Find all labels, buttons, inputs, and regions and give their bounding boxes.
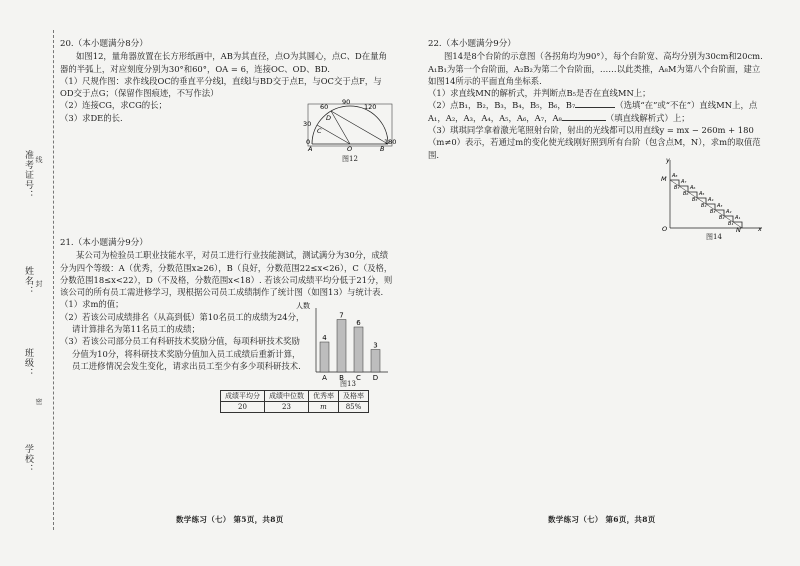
q21-heading: 21.（本小题满分9分）	[60, 238, 148, 248]
sep-xian: 线	[35, 156, 43, 163]
fig12-point-c: C	[317, 127, 322, 135]
bar-b	[337, 320, 346, 373]
table-header-cell: 成绩平均分	[221, 391, 265, 402]
footer-right: 数学练习（七） 第6页，共8页	[548, 515, 656, 524]
bar-category-label-d: D	[372, 374, 379, 382]
footer-left: 数学练习（七） 第5页，共8页	[176, 515, 284, 524]
fig14-caption: 图14	[706, 233, 722, 241]
question-22	[428, 38, 766, 161]
fig14-label-b1: B₁	[728, 221, 734, 227]
q22-body: 图14是8个台阶的示意图（各拐角均为90°），每个台阶宽、高均分别为30cm和20cm. A₁B₁为第一个台阶面，A₂B₂为第二个台阶面，……以此类推，A₈M为第八个台阶面，建立如图14所示的平面直角坐标系.	[428, 51, 763, 86]
sep-feng: 封	[35, 280, 43, 287]
fig14-point-m: M	[661, 175, 667, 183]
q22-part2a: （2）点B₁，B₂，B₃，B₄，B₅，B₆，B₇	[428, 100, 576, 111]
q21-part1: （1）求m的值；	[60, 299, 124, 310]
fig14-axis-y: y	[666, 156, 670, 164]
fig12-caption: 图12	[342, 155, 358, 163]
fig14-label-a4: A₄	[708, 197, 714, 203]
xingming-label: 姓名：	[23, 266, 33, 296]
fig14-label-a8: A₈	[672, 173, 678, 179]
bar-c	[354, 327, 363, 372]
bar-value-label-c: 6	[356, 319, 361, 327]
sep-mi: 密	[35, 398, 43, 405]
fig14-point-o: O	[662, 225, 668, 233]
fig12-label-0: 0	[306, 138, 311, 146]
fig12-label-120: 120	[364, 103, 377, 111]
fig12-label-30: 30	[303, 120, 312, 128]
table-cell: 23	[265, 402, 309, 413]
table-row	[221, 391, 369, 402]
q22-part2b: （选填“在”或“不在”）直线MN上，点A₁，A₂，A₃，A₄，A₅，A₆，A₇，A₈	[428, 100, 758, 123]
q20-part2: （2）连接CG，求CG的长；	[60, 100, 167, 111]
table-header-cell: 成绩中位数	[265, 391, 309, 402]
banji-label: 班级：	[23, 348, 33, 378]
figure-12-protractor	[302, 98, 398, 152]
q22-blank-1[interactable]	[575, 99, 615, 108]
q21-part2: （2）若该公司成绩排名（从高到低）第10名员工的成绩为24分，请计算排名为第11名员工的成绩；	[60, 311, 305, 335]
q21-stats-table	[220, 390, 369, 413]
kaohao-label: 准考证号：	[23, 150, 33, 200]
bar-a	[320, 342, 329, 372]
fig14-label-b6: B₆	[683, 191, 689, 197]
fig14-label-a7: A₇	[681, 179, 687, 185]
xuexiao-label: 学校：	[23, 444, 33, 474]
fig12-label-180: 180	[384, 138, 397, 146]
table-cell: m	[309, 402, 339, 413]
bar-category-label-b: B	[339, 374, 344, 382]
fig14-label-b2: B₂	[719, 215, 725, 221]
fig12-point-a: A	[308, 145, 313, 153]
figure-13-bar-chart	[296, 302, 392, 382]
fig12-point-o: O	[347, 145, 353, 153]
fig12-point-d: D	[326, 114, 332, 122]
q22-blank-2[interactable]	[562, 112, 606, 121]
fig14-label-b5: B₅	[692, 197, 698, 203]
fig14-axis-x: x	[758, 225, 762, 233]
fig14-label-a2: A₂	[726, 209, 732, 215]
table-row	[221, 402, 369, 413]
fig14-label-b3: B₃	[710, 209, 716, 215]
bar-value-label-a: 4	[322, 334, 327, 342]
bar-value-label-b: 7	[339, 311, 344, 320]
fig12-label-90: 90	[342, 98, 351, 106]
fig14-label-a3: A₃	[717, 203, 723, 209]
fig14-label-b4: B₄	[701, 203, 707, 209]
chart-ylabel: 人数	[296, 302, 310, 310]
table-cell: 20	[221, 402, 265, 413]
binding-dashed-line	[53, 30, 54, 530]
fig14-label-b7: B₇	[674, 185, 680, 191]
q22-heading: 22.（本小题满分9分）	[428, 39, 516, 49]
fig14-point-n: N	[736, 226, 741, 234]
q20-heading: 20.（本小题满分8分）	[60, 39, 148, 49]
fig13-caption: 图13	[340, 380, 356, 388]
q20-part3: （3）求DE的长.	[60, 112, 123, 123]
figure-14-staircase	[658, 156, 766, 232]
fig14-label-a5: A₅	[699, 191, 705, 197]
q22-part3: （3）琪琪同学拿着激光笔照射台阶，射出的光线都可以用直线y = mx − 260m + 180（m≠0）表示，若通过m的变化使光线刚好照到所有台阶（包含点M，N），求m的取值范围.	[428, 125, 761, 160]
bar-value-label-d: 3	[373, 341, 378, 350]
bar-category-label-a: A	[322, 374, 327, 382]
binding-strip	[22, 30, 58, 530]
fig12-point-b: B	[380, 145, 385, 153]
fig14-label-a6: A₆	[690, 185, 696, 191]
q20-body: 如图12，量角器放置在长方形纸画中，AB为其直径，点O为其圆心，点C、D在量角器的半弧上，对应刻度分别为30°和60°，OA = 6，连接OC、OD、BD.	[60, 51, 387, 74]
bar-category-label-c: C	[356, 374, 361, 382]
q22-part2c: （填直线解析式）上；	[605, 112, 690, 123]
fig14-label-a1: A₁	[735, 215, 741, 221]
q20-part1: （1）尺规作图：求作线段OC的垂直平分线l，直线l与BD交于点E，与OC交于点F，与OD交于点G；（保留作图痕迹，不写作法）	[60, 75, 382, 99]
q21-part3: （3）若该公司部分员工有科研技术奖励分值，每项科研技术奖励分值为10分，将科研技术奖励分值加入员工成绩后重新计算，员工进修情况会发生变化，请求出员工至少有多少项科研技术.	[60, 336, 301, 371]
table-header-cell: 及格率	[339, 391, 369, 402]
bar-d	[371, 350, 380, 373]
table-cell: 85%	[339, 402, 369, 413]
table-header-cell: 优秀率	[309, 391, 339, 402]
q22-part1: （1）求直线MN的解析式，并判断点B₅是否在直线MN上；	[428, 88, 651, 99]
q21-body: 某公司为检验员工职业技能水平，对员工进行行业技能测试，测试满分为30分，成绩分为四个等级：A（优秀，分数范围x≥26），B（良好，分数范围22≤x<26），C（及格，分数范围18≤x<22），D（不及格，分数范围x<18）. 若该公司成绩平均分低于21分，则该公司的所有员工需进修学习，现根据公司员工成绩制作了统计图（如图13）与统计表.	[60, 250, 393, 298]
fig12-label-60: 60	[320, 103, 329, 111]
